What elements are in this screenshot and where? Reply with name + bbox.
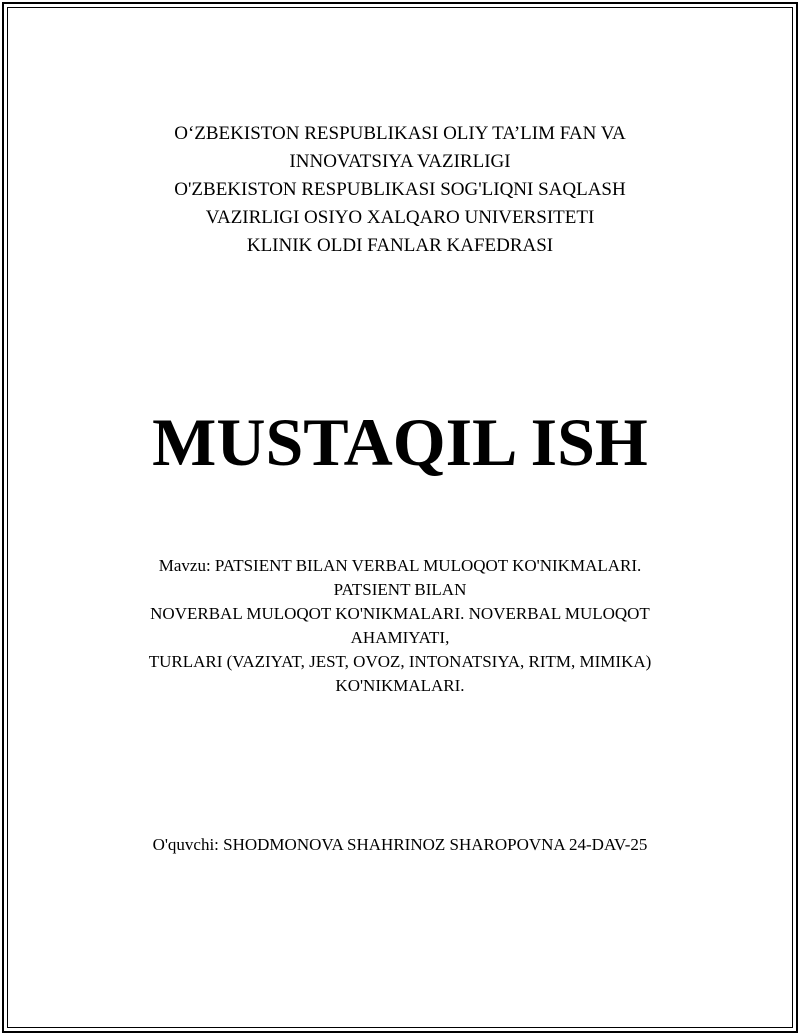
header-line: KLINIK OLDI FANLAR KAFEDRASI xyxy=(246,235,554,256)
header-line: INNOVATSIYA VAZIRLIGI xyxy=(289,151,511,172)
topic-line: NOVERBAL MULOQOT KO'NIKMALARI. NOVERBAL MULOQOT xyxy=(150,604,650,623)
header-line: VAZIRLIGI OSIYO XALQARO UNIVERSITETI xyxy=(205,207,595,228)
topic-block xyxy=(0,554,800,698)
topic-line: TURLARI (VAZIYAT, JEST, OVOZ, INTONATSIYA, RITM, MIMIKA) xyxy=(148,652,652,671)
header-line: O'ZBEKISTON RESPUBLIKASI SOG'LIQNI SAQLASH xyxy=(174,179,626,200)
topic-line: Mavzu: PATSIENT BILAN VERBAL MULOQOT KO'NIKMALARI. xyxy=(158,556,642,575)
header-line: O‘ZBEKISTON RESPUBLIKASI OLIY TA’LIM FAN VA xyxy=(174,123,626,144)
institution-header xyxy=(0,120,800,260)
topic-line: PATSIENT BILAN xyxy=(333,580,467,599)
student-name: O'quvchi: SHODMONOVA SHAHRINOZ SHAROPOVNA 24-DAV-25 xyxy=(152,835,648,854)
topic-line: KO'NIKMALARI. xyxy=(335,676,465,695)
topic-line: AHAMIYATI, xyxy=(350,628,450,647)
document-title: MUSTAQIL ISH xyxy=(152,404,648,480)
